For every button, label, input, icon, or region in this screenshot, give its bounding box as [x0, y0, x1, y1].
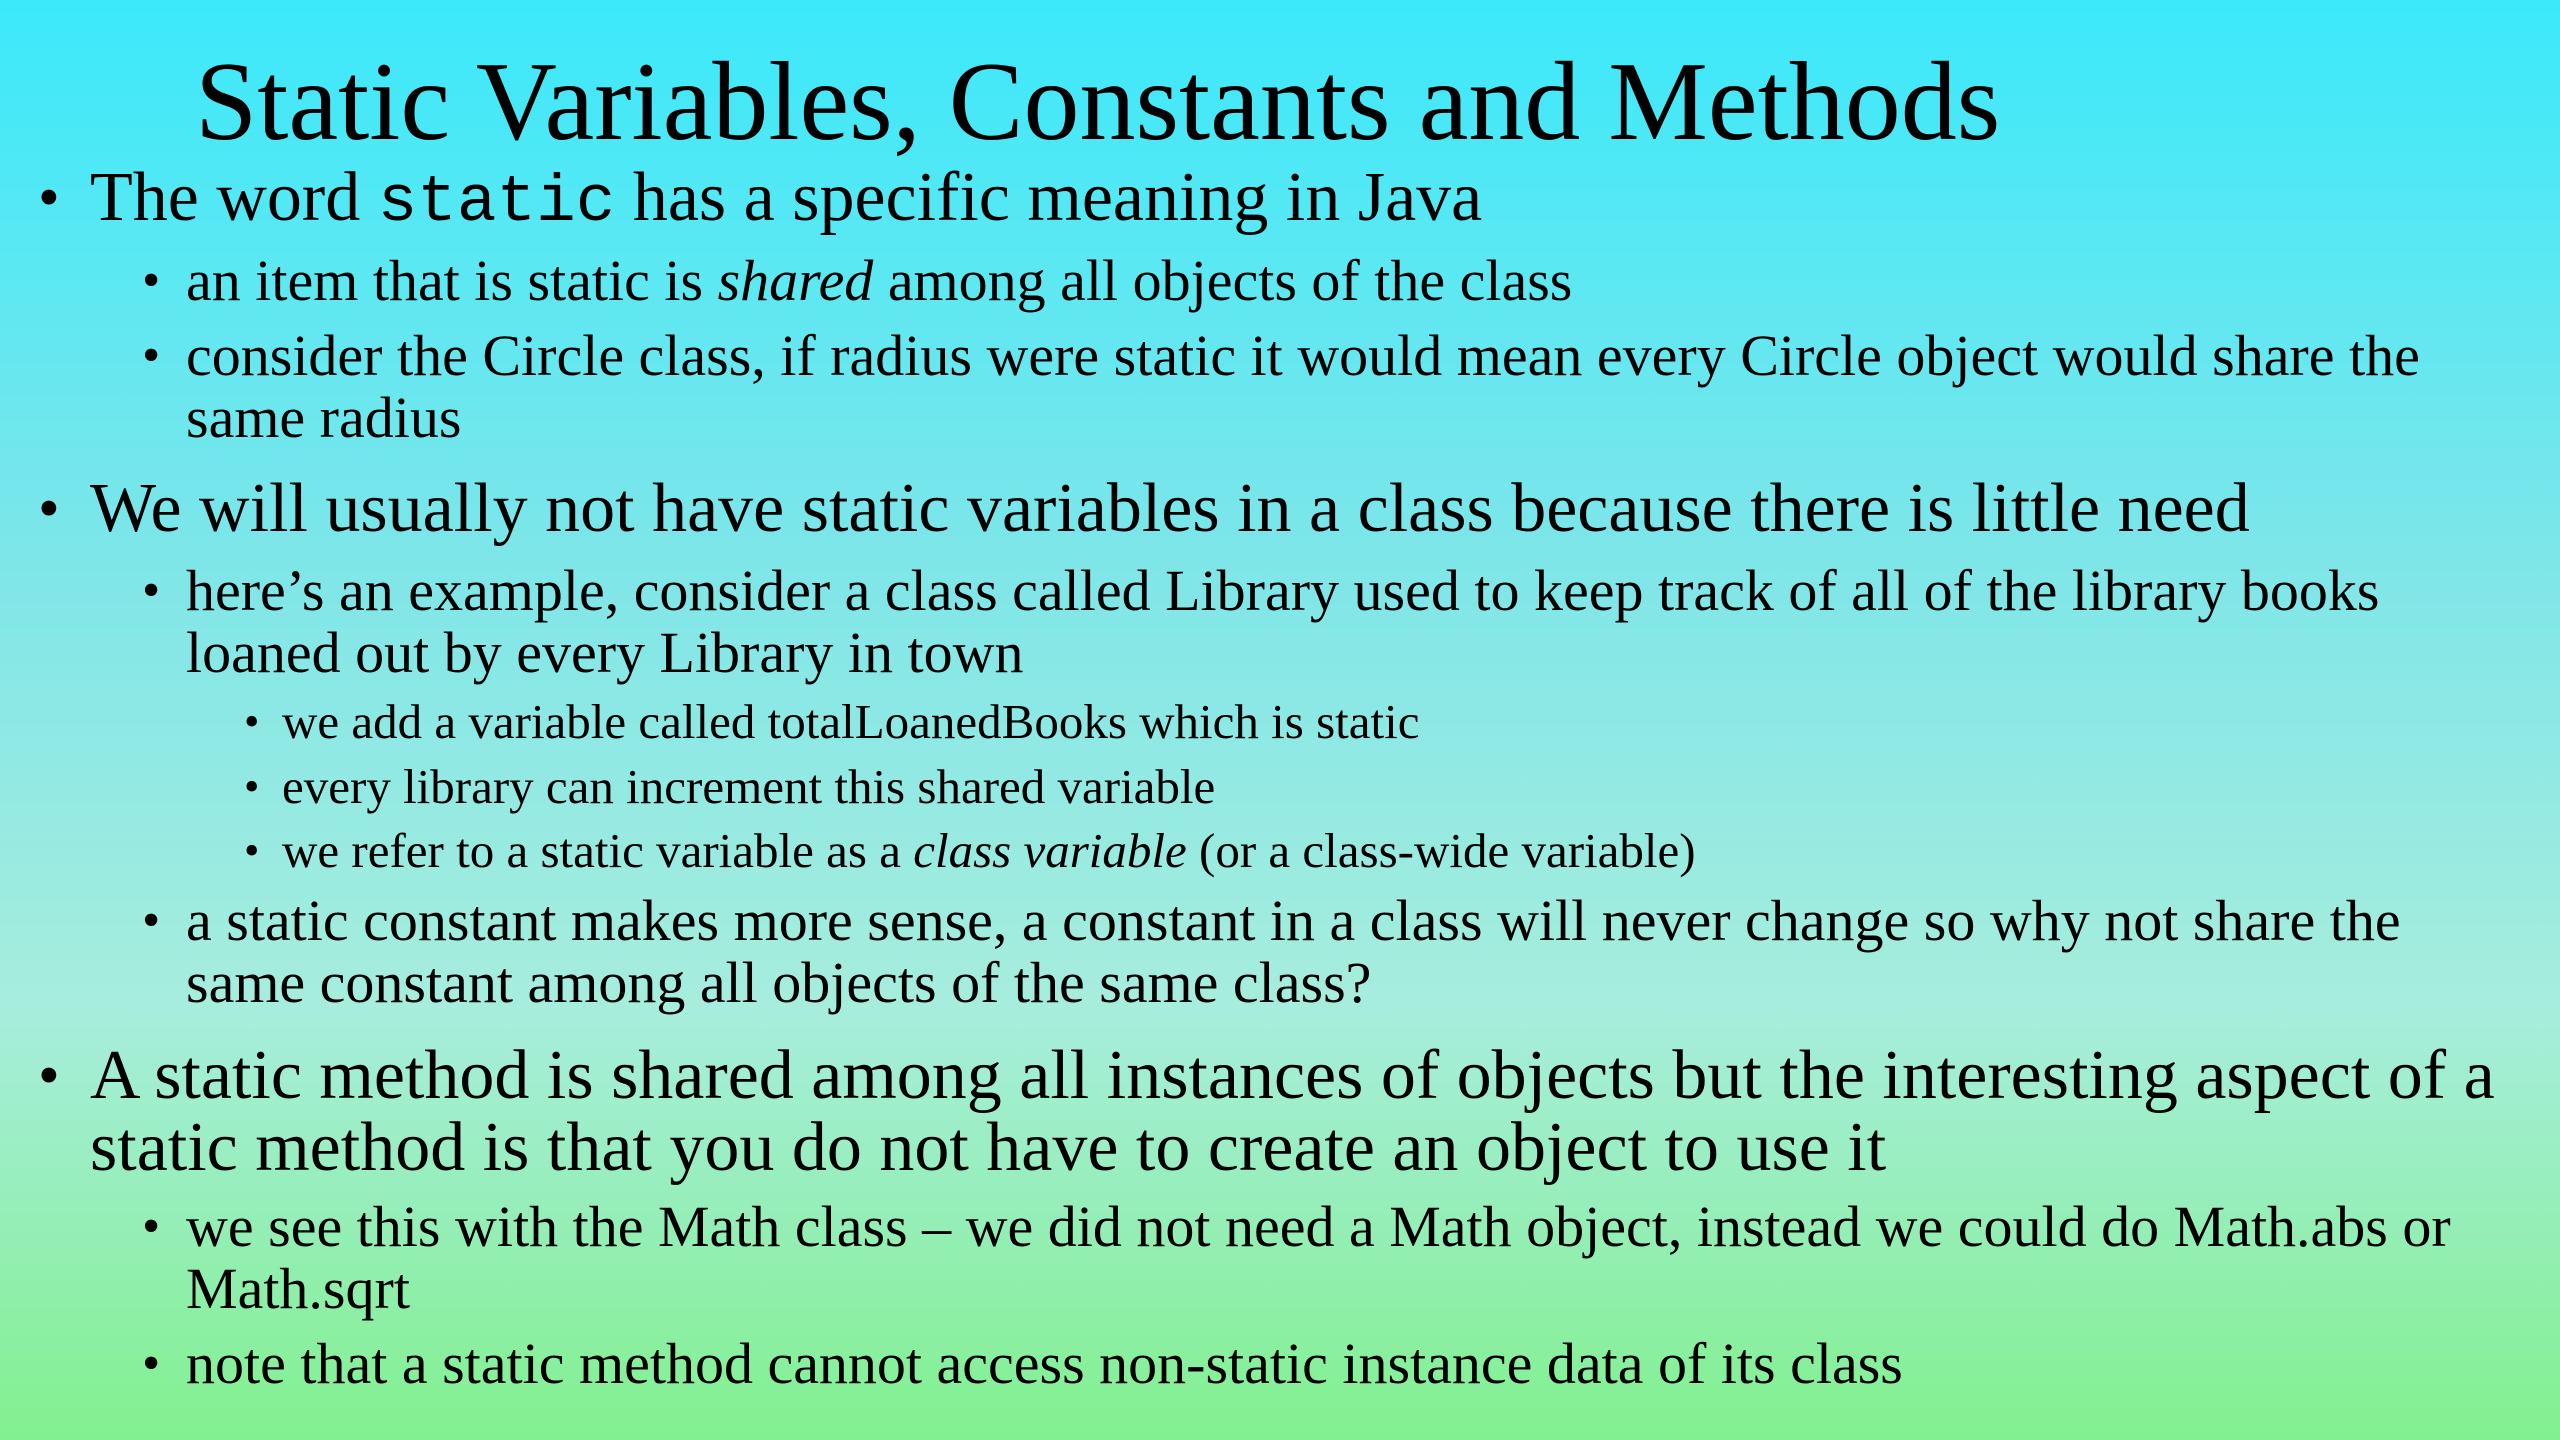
bullet-static-method — [38, 1037, 2530, 1186]
sub-sub-text: we add a variable called totalLoanedBooks which is static — [282, 694, 1420, 749]
bullet-dot: • — [142, 1335, 161, 1392]
sub-text-em: shared — [717, 248, 874, 313]
sub-bullet-shared — [142, 248, 2506, 313]
bullet-dot: • — [38, 164, 60, 232]
bullet-dot: • — [142, 892, 161, 949]
sub-bullet-non-static-access — [142, 1331, 2506, 1396]
sub-sub-text-post: (or a class-wide variable) — [1186, 823, 1696, 878]
sub-bullet-static-constant — [142, 888, 2506, 1015]
sub-text: note that a static method cannot access non-static instance data of its class — [186, 1331, 1903, 1396]
sub-text: we see this with the Math class – we did not need a Math object, instead we could do Math.abs or Math.sqrt — [186, 1194, 2451, 1321]
bullet-text: A static method is shared among all instances of objects but the interesting aspect of a static method is that you do not have to create an object to use it — [90, 1037, 2495, 1186]
sub-sub-bullet-class-variable — [244, 823, 2482, 879]
bullet-dot: • — [142, 562, 161, 619]
bullet-dot: • — [38, 475, 60, 543]
sub-text-post: among all objects of the class — [873, 248, 1573, 313]
slide-title: Static Variables, Constants and Methods — [195, 40, 2001, 164]
sub-bullet-library — [142, 558, 2506, 685]
bullet-static-meaning — [38, 159, 2530, 240]
sub-text: a static constant makes more sense, a constant in a class will never change so why not share the same constant among all objects of the same class? — [186, 888, 2401, 1015]
bullet-dot: • — [244, 697, 260, 746]
sub-bullet-circle — [142, 323, 2506, 450]
sub-sub-text: every library can increment this shared variable — [282, 759, 1216, 814]
bullet-text-pre: The word — [90, 159, 378, 236]
bullet-dot: • — [38, 1042, 60, 1110]
sub-sub-bullet-increment — [244, 759, 2482, 815]
bullet-static-variables — [38, 470, 2530, 547]
code-static: static — [377, 165, 616, 240]
sub-text: consider the Circle class, if radius were static it would mean every Circle object would share the same radius — [186, 323, 2420, 450]
bullet-dot: • — [244, 762, 260, 811]
bullet-dot: • — [244, 826, 260, 875]
bullet-text-post: has a specific meaning in Java — [615, 159, 1483, 236]
sub-bullet-math-class — [142, 1194, 2506, 1321]
bullet-dot: • — [142, 1198, 161, 1255]
sub-text-pre: an item that is static is — [186, 248, 718, 313]
bullet-dot: • — [142, 327, 161, 384]
sub-text: here’s an example, consider a class called Library used to keep track of all of the library books loaned out by every Library in town — [186, 558, 2380, 685]
sub-sub-bullet-total-loaned — [244, 694, 2482, 750]
bullet-text: We will usually not have static variables in a class because there is little need — [90, 470, 2250, 547]
sub-sub-text-pre: we refer to a static variable as a — [282, 823, 914, 878]
sub-sub-text-em: class variable — [913, 823, 1187, 878]
bullet-dot: • — [142, 252, 161, 309]
